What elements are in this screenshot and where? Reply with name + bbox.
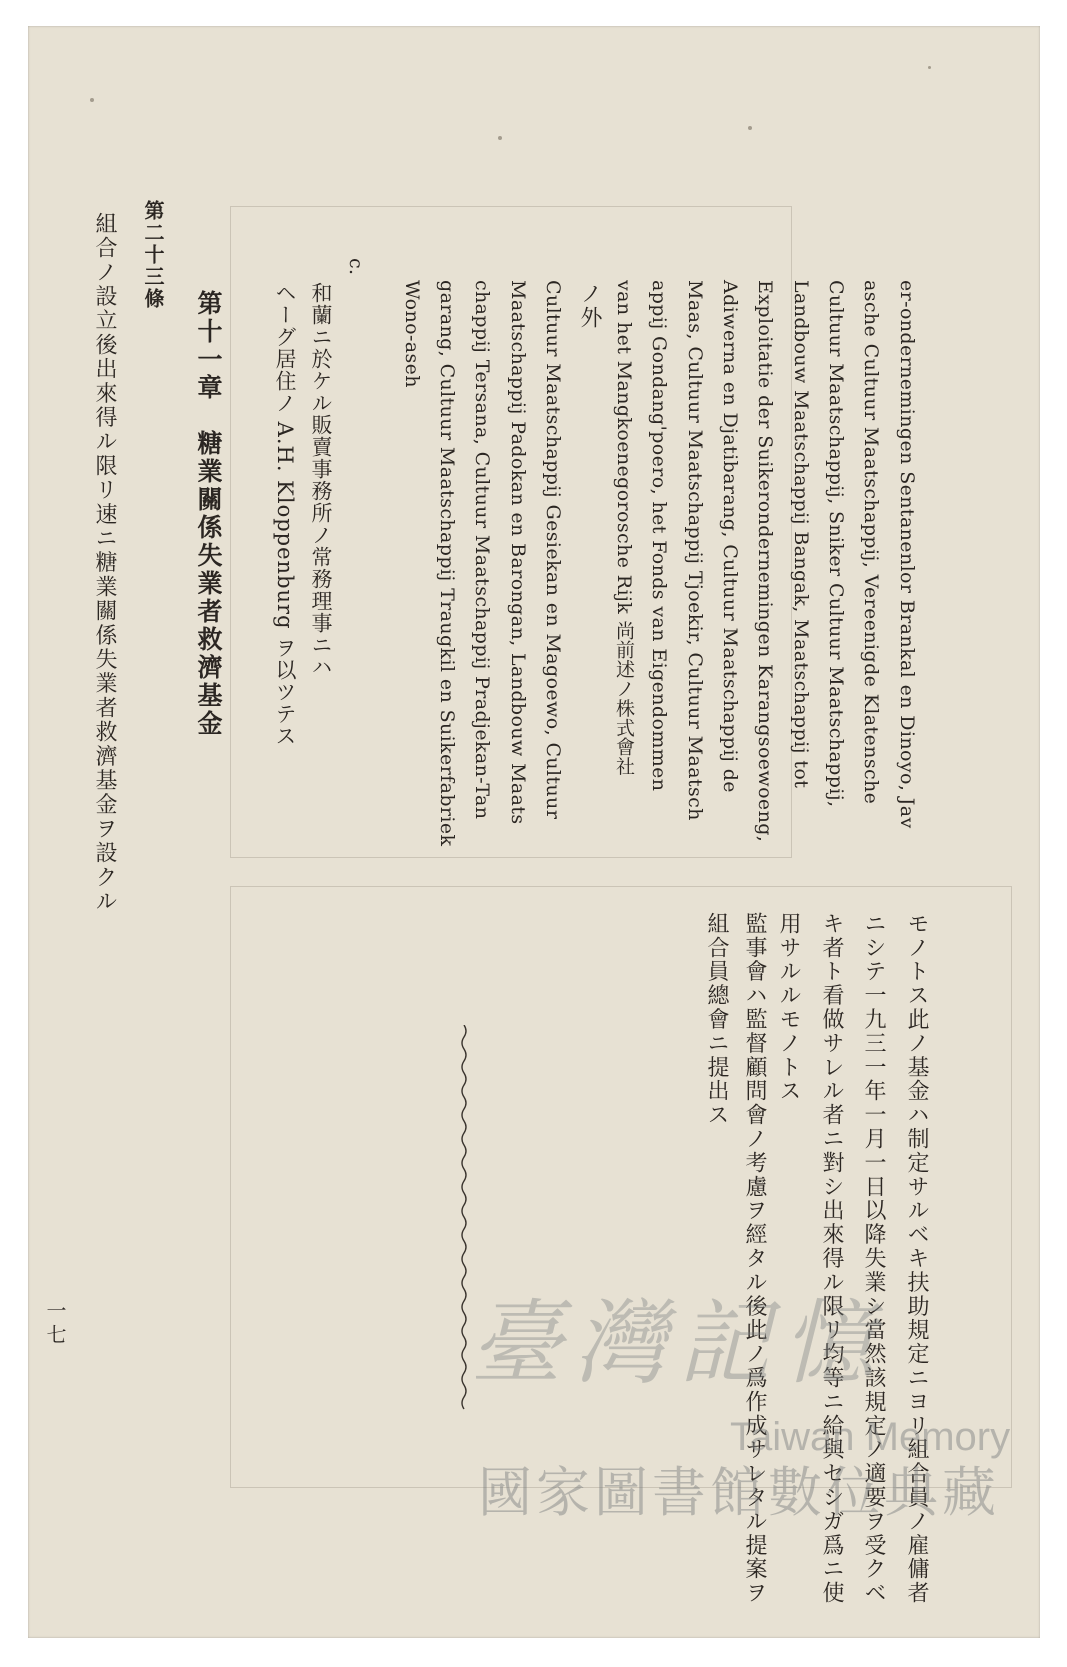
item-c-line-2: ヘーグ居住ノ A.H. Kloppenburg ヲ以ツテス <box>273 282 297 748</box>
item-c-marker: c. <box>345 258 367 276</box>
bottom-line-6: 組合員總會ニ提出ス <box>704 912 729 1128</box>
bottom-line-4: 用サルルモノトス <box>776 912 801 1104</box>
top-line-15: Wono-aseh <box>401 280 423 388</box>
wavy-line-mark <box>459 1025 469 1410</box>
paper-speck <box>498 136 502 140</box>
watermark-title: 臺灣記憶 <box>470 1290 887 1397</box>
bottom-line-1: モノトス此ノ基金ハ制定サルベキ扶助規定ニヨリ組合員ノ雇傭者 <box>904 912 929 1606</box>
bottom-line-3: キ者ト看做サレル者ニ對シ出來得ル限リ均等ニ給與セシガ爲ニ使 <box>819 912 844 1606</box>
top-line-6: Adiwerna en Djatibarang, Cultuur Maatschappij de <box>719 280 741 793</box>
top-line-10: ノ外 <box>577 282 602 330</box>
item-c-line-1: 和蘭ニ於ケル販賣事務所ノ常務理事ニハ <box>309 282 333 678</box>
paper-speck <box>748 126 752 130</box>
top-line-2: asche Cultuur Maatschappij, Vereenigde Klatensche <box>860 280 882 805</box>
bottom-line-5: 監事會ハ監督顧問會ノ考慮ヲ經タル後此ノ爲作成サレタル提案ヲ <box>742 912 767 1606</box>
article-heading: 第二十三條 <box>141 200 165 310</box>
top-line-9: van het Mangkoenegorosche Rijk 尚前述ノ株式會社 <box>613 280 635 776</box>
top-line-1: er-ondernemingen Sentanenlor Brankal en Dinoyo, Jav <box>896 280 918 829</box>
watermark-library: 國家圖書館數位典藏 <box>478 1461 1000 1524</box>
top-line-3: Cultuur Maatschappij, Sniker Cultuur Maatschappij, <box>825 280 847 808</box>
top-line-5: Exploitatie der Suikerondernemingen Karangsoewoeng, <box>754 280 776 843</box>
top-line-7: Maas, Cultuur Maatschappij Tjoekir, Cultuur Maatsch <box>684 280 706 821</box>
bottom-line-2: ニシテ一九三一年一月一日以降失業シ當然該規定ノ適要ヲ受クベ <box>861 912 886 1606</box>
top-line-4: Landbouw Maatschappij Bangak, Maatschappij tot <box>790 280 812 789</box>
watermark-english: Taiwan Memory <box>730 1415 1011 1459</box>
article-text: 組合ノ設立後出來得ル限リ速ニ糖業關係失業者救濟基金ヲ設クル <box>92 212 117 914</box>
top-line-13: chappij Tersana, Cultuur Maatschappij Pradjekan-Tan <box>471 280 493 820</box>
page-number: 一七 <box>43 1300 67 1348</box>
top-line-14: garang, Cultuur Maatschappij Traugkil en Suikerfabriek <box>436 280 458 847</box>
top-line-11: Cultuur Maatschappij Gesiekan en Magoewo, Cultuur <box>542 280 564 820</box>
paper-speck <box>90 98 94 102</box>
paper-speck <box>928 66 931 69</box>
top-line-12: Maatschappij Padokan en Barongan, Landbouw Maats <box>507 280 529 825</box>
chapter-heading: 第十一章 糖業關係失業者救濟基金 <box>194 290 223 738</box>
top-line-8: appij Gondang'poero, het Fonds van Eigendommen <box>648 280 670 792</box>
